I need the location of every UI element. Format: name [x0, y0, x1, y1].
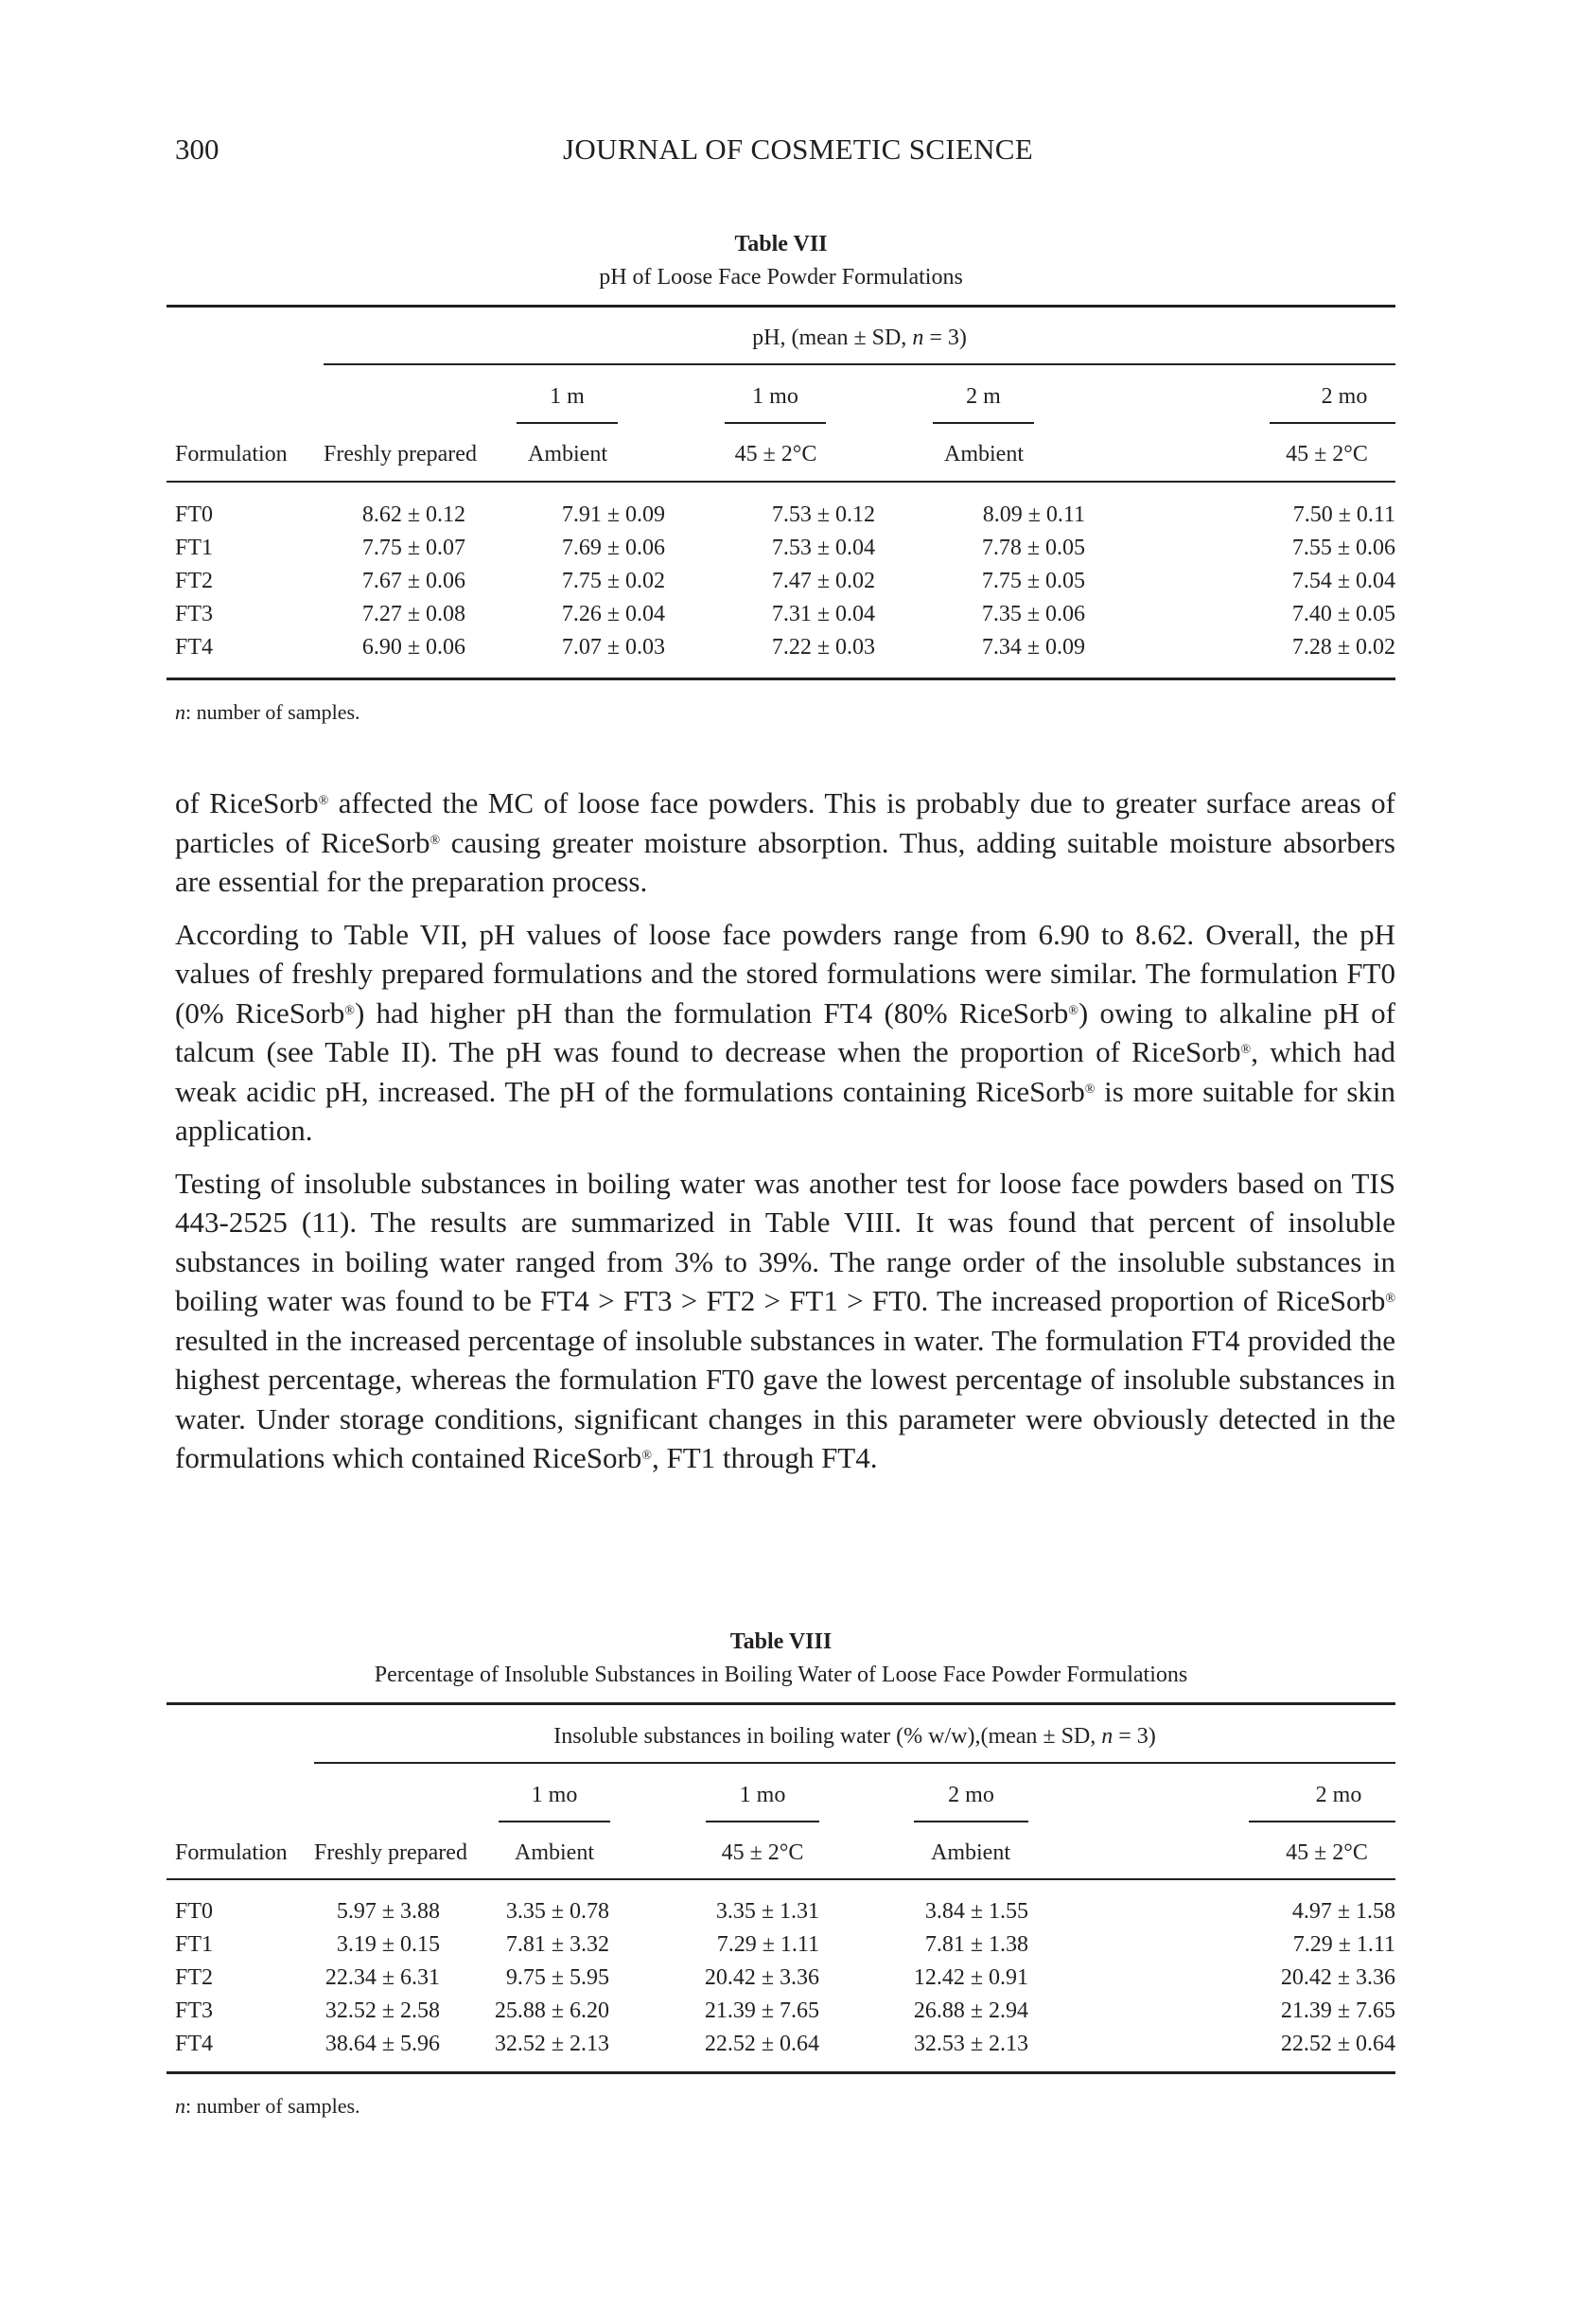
- table-viii-top-rule: [167, 1702, 1395, 1705]
- table-viii-col-formulation: Formulation: [175, 1840, 288, 1865]
- cell: 8.62 ± 0.12: [361, 502, 465, 527]
- cell: 21.39 ± 7.65: [1280, 1998, 1395, 2023]
- cell: FT0: [175, 1899, 214, 1924]
- table-vii-period-4: 2 mo: [1321, 384, 1368, 409]
- cell: 3.19 ± 0.15: [336, 1932, 440, 1957]
- cell: FT4: [175, 635, 214, 660]
- paragraph-1: of RiceSorb® affected the MC of loose face powders. This is probably due to greater surface areas of particles of RiceSorb® causing greater moisture absorption. Thus, adding suitable moisture absorbers are essential for the preparation process.: [175, 786, 1395, 898]
- table-vii-col-1: Ambient: [528, 442, 607, 466]
- table-vii-footnote: n: number of samples.: [175, 700, 360, 724]
- table-viii-col-4: 45 ± 2°C: [1286, 1840, 1368, 1865]
- cell: 7.75 ± 0.02: [561, 569, 665, 593]
- cell: 7.53 ± 0.04: [771, 536, 875, 560]
- table-viii-period-rule: [706, 1821, 819, 1822]
- cell: 7.22 ± 0.03: [771, 635, 875, 660]
- table-vii-period-2: 1 mo: [752, 384, 798, 409]
- cell: 7.55 ± 0.06: [1291, 536, 1395, 560]
- table-vii-spanner-rule: [324, 363, 1395, 365]
- cell: 7.50 ± 0.11: [1292, 502, 1395, 527]
- table-vii-col-2: 45 ± 2°C: [734, 442, 817, 466]
- cell: 5.97 ± 3.88: [336, 1899, 440, 1924]
- table-vii-col-3: Ambient: [944, 442, 1024, 466]
- table-viii-col-3: Ambient: [931, 1840, 1010, 1865]
- cell: 7.35 ± 0.06: [981, 602, 1085, 626]
- cell: 38.64 ± 5.96: [324, 2032, 440, 2056]
- cell: 7.29 ± 1.11: [1292, 1932, 1395, 1957]
- table-vii-period-rule: [1270, 422, 1395, 424]
- cell: 26.88 ± 2.94: [913, 1998, 1028, 2023]
- cell: 7.26 ± 0.04: [561, 602, 665, 626]
- table-viii-spanner: Insoluble substances in boiling water (% w/w),(mean ± SD, n = 3): [553, 1724, 1156, 1749]
- cell: 3.35 ± 0.78: [505, 1899, 609, 1924]
- cell: FT3: [175, 602, 214, 626]
- table-viii-header-rule: [167, 1878, 1395, 1880]
- table-viii-footnote: n: number of samples.: [175, 2094, 360, 2118]
- cell: FT1: [175, 536, 214, 560]
- body-text: [175, 783, 1395, 1491]
- cell: 22.52 ± 0.64: [1280, 2032, 1395, 2056]
- cell: FT1: [175, 1932, 214, 1957]
- cell: FT0: [175, 502, 214, 527]
- cell: 32.52 ± 2.58: [324, 1998, 440, 2023]
- table-viii-period-rule: [499, 1821, 610, 1822]
- cell: 7.67 ± 0.06: [361, 569, 465, 593]
- table-vii-period-rule: [517, 422, 618, 424]
- table-viii-period-4: 2 mo: [1315, 1783, 1362, 1807]
- table-viii-period-1: 1 mo: [531, 1783, 578, 1807]
- running-head: [0, 132, 1596, 170]
- cell: 7.47 ± 0.02: [771, 569, 875, 593]
- paragraph-3: Testing of insoluble substances in boiling water was another test for loose face powders based on TIS 443-2525 (11). The results are summarized in Table VIII. It was found that percent of insoluble substances in boiling water ranged from 3% to 39%. The range order of the insoluble substances in boiling water was found to be FT4 > FT3 > FT2 > FT1 > FT0. The increased proportion of RiceSorb® resulted in the increased percentage of insoluble substances in water. The formulation FT4 provided the highest percentage, whereas the formulation FT0 gave the lowest percentage of insoluble substances in water. Under storage conditions, significant changes in this parameter were obviously detected in the formulations which contained RiceSorb®, FT1 through FT4.: [175, 1166, 1395, 1474]
- table-vii-period-1: 1 m: [550, 384, 585, 409]
- table-viii-title: Percentage of Insoluble Substances in Boiling Water of Loose Face Powder Formulations: [374, 1663, 1188, 1687]
- cell: FT4: [175, 2032, 214, 2056]
- cell: 7.07 ± 0.03: [561, 635, 665, 660]
- table-vii-bottom-rule: [167, 678, 1395, 680]
- cell: 20.42 ± 3.36: [704, 1965, 819, 1990]
- table-vii-spanner: pH, (mean ± SD, n = 3): [752, 326, 967, 350]
- table-viii-col-fresh: Freshly prepared: [314, 1840, 467, 1865]
- cell: 12.42 ± 0.91: [913, 1965, 1028, 1990]
- cell: 8.09 ± 0.11: [982, 502, 1085, 527]
- table-viii-label: Table VIII: [729, 1629, 833, 1654]
- cell: FT2: [175, 569, 214, 593]
- table-vii-header-rule: [167, 481, 1395, 483]
- table-vii-col-4: 45 ± 2°C: [1286, 442, 1368, 466]
- table-viii-col-2: 45 ± 2°C: [721, 1840, 804, 1865]
- table-viii-period-rule: [914, 1821, 1028, 1822]
- table-viii-period-2: 1 mo: [739, 1783, 786, 1807]
- cell: 7.75 ± 0.07: [361, 536, 465, 560]
- cell: 7.31 ± 0.04: [771, 602, 875, 626]
- cell: 7.81 ± 3.32: [505, 1932, 609, 1957]
- cell: 20.42 ± 3.36: [1280, 1965, 1395, 1990]
- table-vii-period-rule: [933, 422, 1034, 424]
- paragraph-2: According to Table VII, pH values of loose face powders range from 6.90 to 8.62. Overall, the pH values of freshly prepared formulations and the stored formulations were similar. The formulation FT0 (0% RiceSorb®) had higher pH than the formulation FT4 (80% RiceSorb®) owing to alkaline pH of talcum (see Table II). The pH was found to decrease when the proportion of RiceSorb®, which had weak acidic pH, increased. The pH of the formulations containing RiceSorb® is more suitable for skin application.: [175, 917, 1396, 1147]
- cell: 7.75 ± 0.05: [981, 569, 1085, 593]
- table-viii-col-1: Ambient: [515, 1840, 594, 1865]
- cell: 7.29 ± 1.11: [716, 1932, 819, 1957]
- cell: 32.52 ± 2.13: [494, 2032, 609, 2056]
- cell: 25.88 ± 6.20: [494, 1998, 609, 2023]
- cell: 7.54 ± 0.04: [1291, 569, 1395, 593]
- cell: 7.81 ± 1.38: [924, 1932, 1028, 1957]
- cell: 7.34 ± 0.09: [981, 635, 1085, 660]
- cell: 7.40 ± 0.05: [1291, 602, 1395, 626]
- table-viii-bottom-rule: [167, 2071, 1395, 2074]
- cell: 7.53 ± 0.12: [771, 502, 875, 527]
- cell: 21.39 ± 7.65: [704, 1998, 819, 2023]
- cell: 4.97 ± 1.58: [1291, 1899, 1395, 1924]
- cell: FT3: [175, 1998, 214, 2023]
- cell: 9.75 ± 5.95: [505, 1965, 609, 1990]
- cell: 7.91 ± 0.09: [561, 502, 665, 527]
- journal-title: JOURNAL OF COSMETIC SCIENCE: [563, 132, 1033, 166]
- table-vii-col-fresh: Freshly prepared: [324, 442, 477, 466]
- cell: 32.53 ± 2.13: [913, 2032, 1028, 2056]
- table-vii-top-rule: [167, 305, 1395, 308]
- table-vii-period-rule: [725, 422, 826, 424]
- table-viii-period-rule: [1249, 1821, 1395, 1822]
- table-vii-period-3: 2 m: [966, 384, 1001, 409]
- page-number: 300: [175, 132, 219, 166]
- cell: 3.84 ± 1.55: [924, 1899, 1028, 1924]
- cell: 22.52 ± 0.64: [704, 2032, 819, 2056]
- cell: 7.69 ± 0.06: [561, 536, 665, 560]
- cell: 6.90 ± 0.06: [361, 635, 465, 660]
- table-vii-label: Table VII: [734, 232, 828, 256]
- cell: 22.34 ± 6.31: [324, 1965, 440, 1990]
- cell: FT2: [175, 1965, 214, 1990]
- cell: 7.28 ± 0.02: [1291, 635, 1395, 660]
- cell: 3.35 ± 1.31: [715, 1899, 819, 1924]
- table-viii-period-3: 2 mo: [948, 1783, 994, 1807]
- table-vii-title: pH of Loose Face Powder Formulations: [599, 265, 963, 290]
- cell: 7.78 ± 0.05: [981, 536, 1085, 560]
- cell: 7.27 ± 0.08: [361, 602, 465, 626]
- table-viii-spanner-rule: [314, 1762, 1395, 1764]
- table-vii-col-formulation: Formulation: [175, 442, 288, 466]
